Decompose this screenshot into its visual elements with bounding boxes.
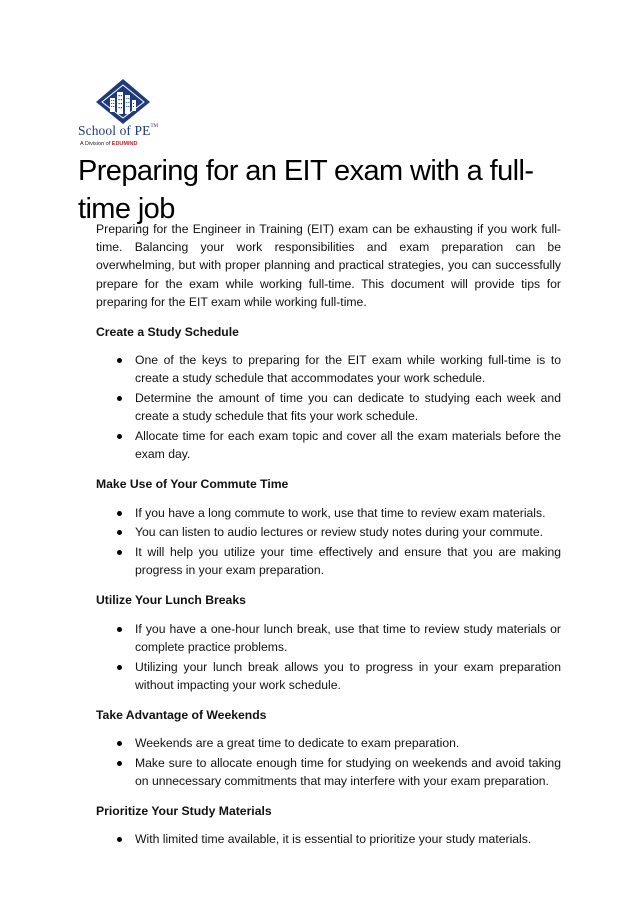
- bullet-icon: [117, 358, 122, 363]
- building-emblem-icon: [88, 78, 158, 124]
- logo-wordmark: School of PE™: [78, 123, 159, 138]
- bullet-icon: [117, 511, 122, 516]
- list-item: It will help you utilize your time effectively and ensure that you are making progress in your exam preparation.: [135, 543, 561, 579]
- bullet-list-lunch-breaks: [96, 620, 561, 694]
- intro-paragraph: Preparing for the Engineer in Training (EIT) exam can be exhausting if you work full-time. Balancing your work responsibilities and exam preparation can be overwhelming, but with proper planning and practical strategies, you can successfully prepare for the exam while working full-time. This document will provide tips for preparing for the EIT exam while working full-time.: [96, 222, 561, 309]
- bullet-icon: [117, 665, 122, 670]
- list-item: Weekends are a great time to dedicate to exam preparation.: [135, 734, 561, 752]
- bullet-icon: [117, 434, 122, 439]
- list-item: Allocate time for each exam topic and cover all the exam materials before the exam day.: [135, 427, 561, 463]
- section-heading-study-materials: Prioritize Your Study Materials: [96, 804, 272, 819]
- bullet-icon: [117, 761, 122, 766]
- bullet-icon: [117, 627, 122, 632]
- document-body: [96, 220, 561, 861]
- list-item: Make sure to allocate enough time for studying on weekends and avoid taking on unnecessary commitments that may interfere with your exam preparation.: [135, 754, 561, 790]
- list-item: You can listen to audio lectures or review study notes during your commute.: [135, 523, 561, 541]
- list-item: If you have a one-hour lunch break, use that time to review study materials or complete practice problems.: [135, 620, 561, 656]
- bullet-list-study-materials: [96, 830, 561, 848]
- logo-division-line: A Division of EDUMIND: [80, 141, 138, 147]
- document-title: Preparing for an EIT exam with a full-time job: [78, 155, 534, 225]
- bullet-list-study-schedule: [96, 351, 561, 463]
- list-item: Utilizing your lunch break allows you to progress in your exam preparation without impacting your work schedule.: [135, 658, 561, 694]
- bullet-icon: [117, 550, 122, 555]
- section-heading-weekends: Take Advantage of Weekends: [96, 707, 267, 722]
- section-heading-lunch-breaks: Utilize Your Lunch Breaks: [96, 593, 246, 608]
- bullet-icon: [117, 530, 122, 535]
- school-of-pe-logo: [76, 78, 186, 150]
- bullet-icon: [117, 837, 122, 842]
- section-heading-commute: Make Use of Your Commute Time: [96, 477, 289, 492]
- list-item: If you have a long commute to work, use that time to review exam materials.: [135, 504, 561, 522]
- list-item: With limited time available, it is essential to prioritize your study materials.: [135, 830, 561, 848]
- bullet-icon: [117, 741, 122, 746]
- list-item: Determine the amount of time you can dedicate to studying each week and create a study schedule that fits your work schedule.: [135, 389, 561, 425]
- bullet-list-weekends: [96, 734, 561, 790]
- list-item: One of the keys to preparing for the EIT exam while working full-time is to create a study schedule that accommodates your work schedule.: [135, 351, 561, 387]
- bullet-icon: [117, 396, 122, 401]
- bullet-list-commute: [96, 504, 561, 580]
- section-heading-study-schedule: Create a Study Schedule: [96, 325, 239, 340]
